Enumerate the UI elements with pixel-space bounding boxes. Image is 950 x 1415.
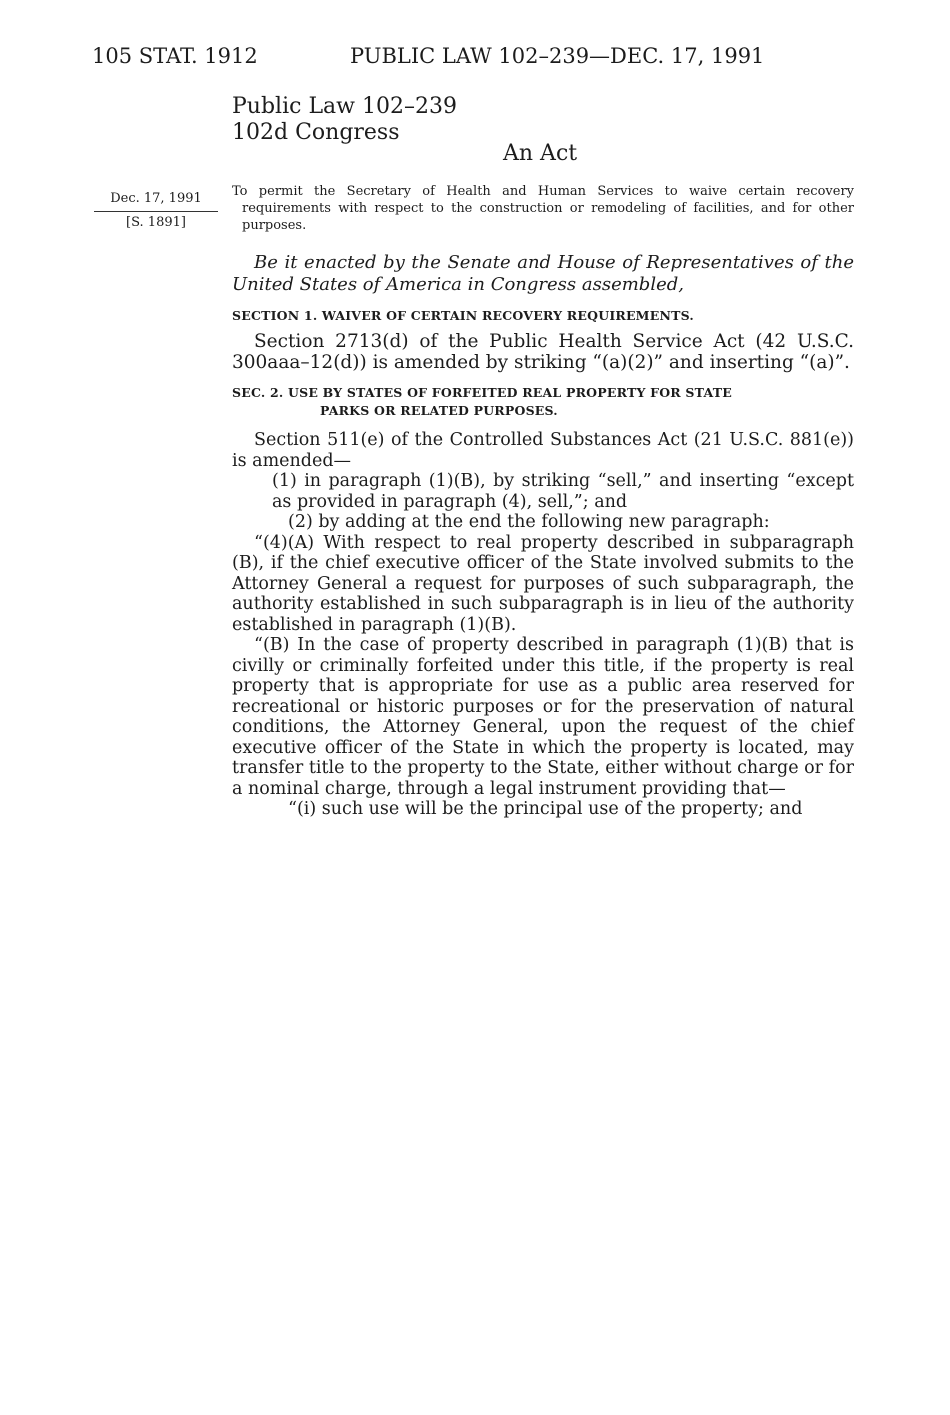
section-1-text: Section 2713(d) of the Public Health Service Act (42 U.S.C. 300aaa–12(d)) is amended by striking “(a)(2)” and inserting “(a)”.	[232, 331, 854, 373]
amendment-paragraph-2: (2) by adding at the end the following new paragraph:	[288, 512, 770, 532]
stat-page-number: 105 STAT. 1912	[92, 44, 258, 68]
section-2-heading-line1: SEC. 2. USE BY STATES OF FORFEITED REAL PROPERTY FOR STATE	[232, 385, 732, 400]
public-law-number: Public Law 102–239	[232, 94, 457, 119]
margin-divider	[94, 211, 218, 212]
amendment-paragraph-1: (1) in paragraph (1)(B), by striking “sell,” and inserting “except as provided in paragraph (4), sell,”; and	[272, 471, 854, 512]
purpose-statement	[232, 183, 854, 234]
new-paragraph-4A: “(4)(A) With respect to real property described in subparagraph (B), if the chief executive officer of the State involved submits to the Attorney General a request for purposes of such subparagraph, the authority established in such subparagraph is in lieu of the authority established in paragraph (1)(B).	[232, 532, 854, 635]
section-2-intro: Section 511(e) of the Controlled Substances Act (21 U.S.C. 881(e)) is amended—	[232, 430, 854, 471]
running-head-title: PUBLIC LAW 102–239—DEC. 17, 1991	[350, 44, 765, 68]
section-2-body	[232, 430, 854, 820]
enacting-clause: Be it enacted by the Senate and House of Representatives of the United States of America in Congress assembled,	[232, 252, 854, 295]
enactment-date: Dec. 17, 1991	[110, 191, 202, 206]
purpose-text: To permit the Secretary of Health and Human Services to waive certain recovery requirements with respect to the construction or remodeling of facilities, and for other purposes.	[232, 184, 854, 233]
bill-number: [S. 1891]	[126, 215, 186, 230]
section-1-heading: SECTION 1. WAIVER OF CERTAIN RECOVERY REQUIREMENTS.	[232, 308, 694, 323]
law-designation	[232, 94, 457, 146]
act-heading: An Act	[503, 141, 578, 166]
clause-i: “(i) such use will be the principal use of the property; and	[288, 799, 803, 819]
section-2-heading	[232, 384, 854, 420]
section-2-heading-line2: PARKS OR RELATED PURPOSES.	[320, 403, 558, 418]
new-paragraph-4B: “(B) In the case of property described in paragraph (1)(B) that is civilly or criminally forfeited under this title, if the property is real property that is appropriate for use as a public area reserved for recreational or historic purposes or for the preservation of natural conditions, the Attorney General, upon the request of the chief executive officer of the State in which the property is located, may transfer title to the property to the State, either without charge or for a nominal charge, through a legal instrument providing that—	[232, 635, 854, 799]
congress-number: 102d Congress	[232, 120, 400, 145]
margin-note	[90, 190, 222, 232]
